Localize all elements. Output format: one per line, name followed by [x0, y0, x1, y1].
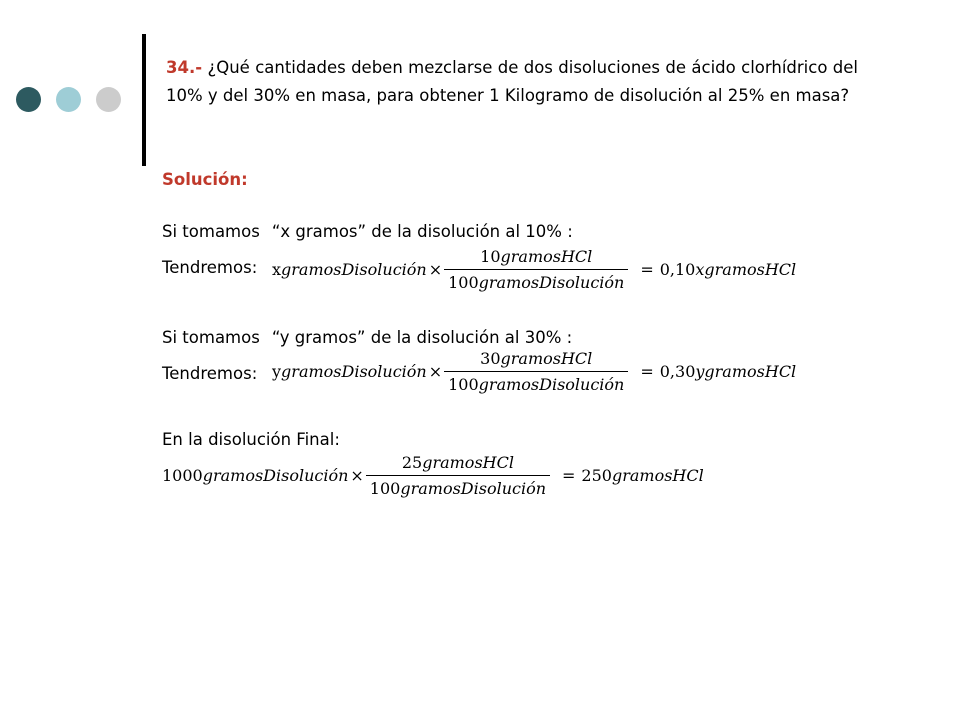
case-x-fraction [444, 247, 628, 292]
final-result: 250gramosHCl [581, 466, 704, 485]
decor-dot-dark [16, 87, 41, 112]
case-y-result: 0,30ygramosHCl [659, 362, 797, 381]
solution-heading: Solución: [162, 170, 248, 189]
case-y-numerator: 30gramosHCl [480, 349, 593, 368]
case-y-intro [162, 328, 572, 347]
case-y-result-label: Tendremos: [162, 364, 258, 383]
case-x-intro-lead: Si tomamos [162, 222, 260, 241]
case-y-left-term: ygramosDisolución [272, 362, 427, 381]
case-y-equation [272, 349, 796, 394]
case-x-intro-quote: “x gramos” de la disolución al 10% : [271, 222, 573, 241]
problem-statement [166, 54, 858, 110]
final-fraction [366, 453, 550, 498]
final-equation [162, 453, 704, 498]
case-y-times-sign: × [428, 362, 443, 381]
case-x-denominator: 100gramosDisolución [448, 273, 625, 292]
problem-number: 34.- [166, 58, 203, 77]
case-y-equals-sign: = [640, 362, 654, 381]
final-label: En la disolución Final: [162, 430, 340, 449]
case-x-left-term: xgramosDisolución [272, 260, 427, 279]
case-x-times-sign: × [428, 260, 443, 279]
case-x-equation [272, 247, 796, 292]
final-numerator: 25gramosHCl [401, 453, 514, 472]
final-equals-sign: = [562, 466, 576, 485]
final-left-term: 1000gramosDisolución [162, 466, 349, 485]
case-x-numerator: 10gramosHCl [480, 247, 593, 266]
case-y-intro-lead: Si tomamos [162, 328, 260, 347]
final-times-sign: × [350, 466, 364, 485]
decor-dot-gray [96, 87, 121, 112]
decor-dot-light [56, 87, 81, 112]
case-x-equals-sign: = [640, 260, 654, 279]
case-x-intro [162, 222, 573, 241]
case-y-denominator: 100gramosDisolución [448, 375, 625, 394]
case-y-intro-quote: “y gramos” de la disolución al 30% : [271, 328, 573, 347]
problem-text: ¿Qué cantidades deben mezclarse de dos disoluciones de ácido clorhídrico del 10% y del 30% en masa, para obtener 1 Kilogramo de disolución al 25% en masa? [166, 58, 858, 105]
case-x-result: 0,10xgramosHCl [659, 260, 797, 279]
case-y-fraction [444, 349, 628, 394]
case-x-result-label: Tendremos: [162, 258, 258, 277]
decor-vertical-bar [142, 34, 146, 166]
final-denominator: 100gramosDisolución [369, 479, 547, 498]
